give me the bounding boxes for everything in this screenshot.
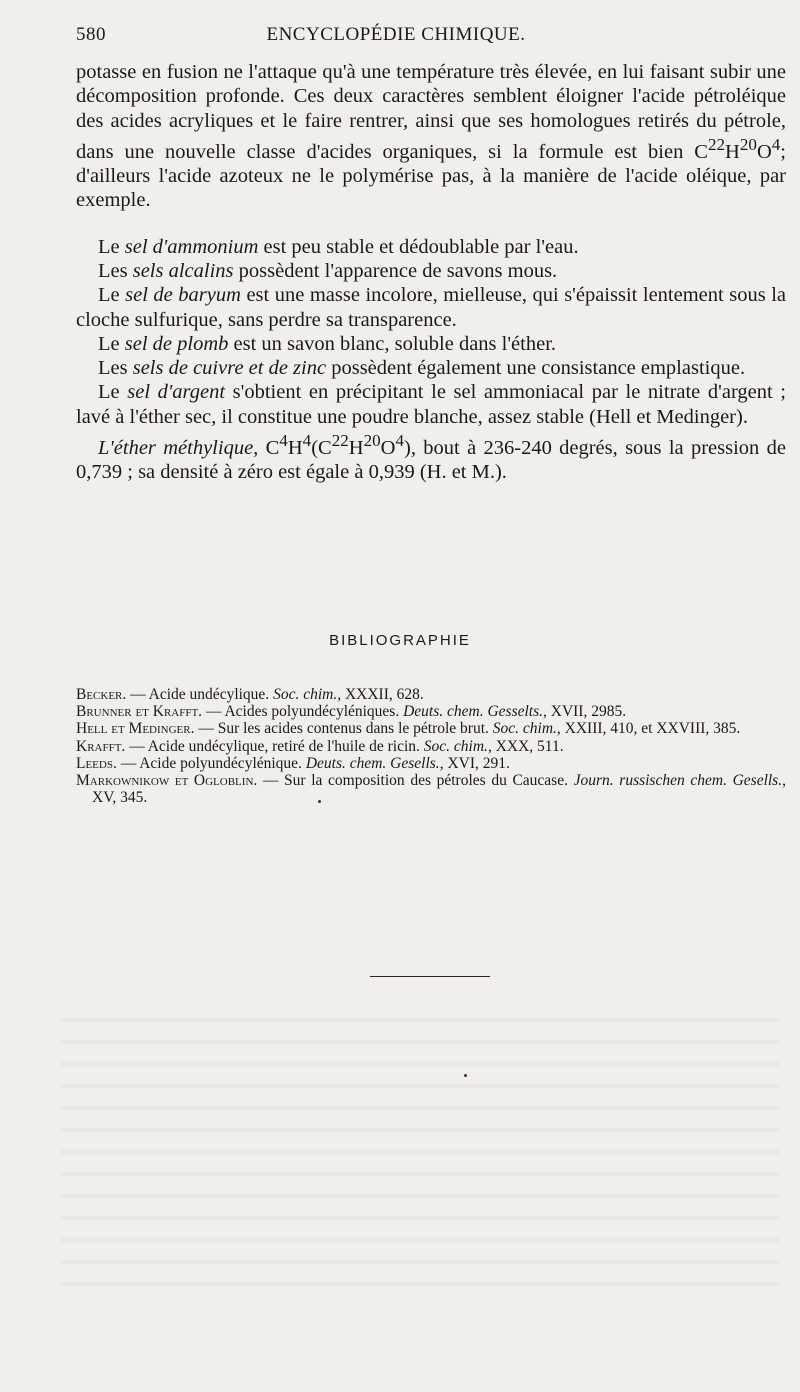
paragraph-salt-cuivre-zinc: Les sels de cuivre et de zinc possèdent également une consistance emplastique. — [98, 357, 746, 380]
paragraph-salt-ammonium: Le sel d'ammonium est peu stable et dédoublable par l'eau. — [98, 235, 579, 258]
bibliography-entry: Markownikow et Ogloblin. — Sur la composition des pétroles du Caucase. Journ. russischen chem. Gesells., XV, 345. — [76, 772, 786, 807]
paragraph-ether: L'éther méthylique, $C^4H^4(C^{22}H^{20}O^4)$, bout à 236-240 degrés, sous la pression de 0,739 ; sa densité à zéro est égale à 0,939 (H. et M.). — [76, 430, 786, 484]
paragraph-salt-argent: Le sel d'argent s'obtient en précipitant le sel ammoniacal par le nitrate d'argent ; lavé à l'éther sec, il constitue une poudre blanche, assez stable (Hell et Medinger). — [76, 381, 787, 428]
show-through-texture — [60, 1000, 780, 1300]
bibliography-entry: Brunner et Krafft. — Acides polyundécyléniques. Deuts. chem. Gesselts., XVII, 2985. — [76, 703, 627, 721]
page-number: 580 — [76, 24, 106, 45]
page-header — [76, 24, 776, 48]
bibliography-heading: BIBLIOGRAPHIE — [329, 632, 471, 649]
paragraph-intro: potasse en fusion ne l'attaque qu'à une température très élevée, en lui faisant subir une décomposition profonde. Ces deux caractères semblent éloigner l'acide pétroléique des acides acryliques et le faire rentrer, ainsi que ses homologues retirés du pétrole, dans une nouvelle classe d'acides organiques, si la formule est bien $C^{22}H^{20}O^4$; d'ailleurs l'acide azoteux ne le polymérise pas, à la manière de l'acide oléique, par exemple. — [76, 61, 786, 212]
bibliography-entry: Krafft. — Acide undécylique, retiré de l'huile de ricin. Soc. chim., XXX, 511. — [76, 737, 564, 755]
paragraph-salt-baryum: Le sel de baryum est une masse incolore, mielleuse, qui s'épaissit lentement sous la cloche sulfurique, sans perdre sa transparence. — [76, 284, 786, 331]
end-rule — [370, 976, 490, 977]
paragraph-salt-plomb: Le sel de plomb est un savon blanc, soluble dans l'éther. — [98, 332, 557, 355]
ink-speck — [464, 1074, 467, 1077]
bibliography-list — [76, 686, 786, 806]
running-title: ENCYCLOPÉDIE CHIMIQUE. — [266, 24, 526, 45]
bibliography-entry: Leeds. — Acide polyundécylénique. Deuts. chem. Gesells., XVI, 291. — [76, 754, 510, 772]
ink-speck — [318, 800, 321, 803]
paragraph-salt-alcalins: Les sels alcalins possèdent l'apparence de savons mous. — [98, 259, 558, 282]
bibliography-entry: Hell et Medinger. — Sur les acides contenus dans le pétrole brut. Soc. chim., XXIII, 410, et XXVIII, 385. — [76, 720, 741, 738]
main-text — [76, 60, 786, 484]
bibliography-entry: Becker. — Acide undécylique. Soc. chim., XXXII, 628. — [76, 686, 424, 703]
